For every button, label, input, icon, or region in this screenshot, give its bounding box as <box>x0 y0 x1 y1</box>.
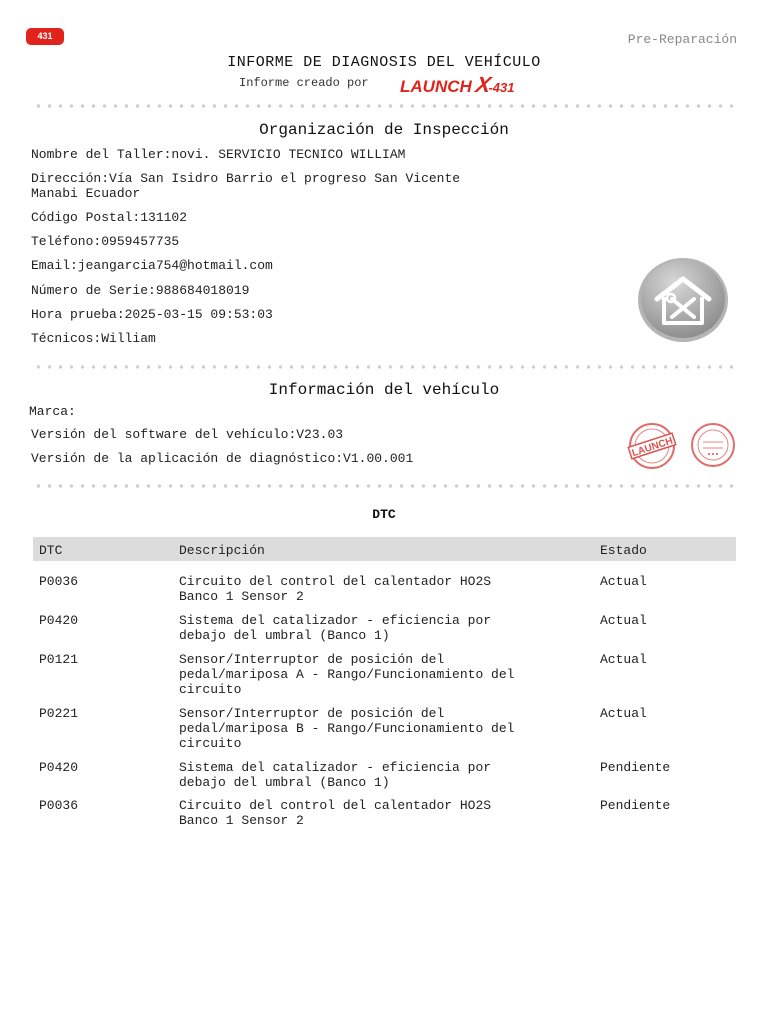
column-header-status: Estado <box>600 543 647 558</box>
column-header-dtc: DTC <box>39 543 63 558</box>
column-header-description: Descripción <box>179 543 265 558</box>
launch-logo-text: LAUNCH <box>400 77 472 96</box>
dtc-status: Pendiente <box>600 760 671 775</box>
diagnostic-app-version: Versión de la aplicación de diagnóstico:V1.00.001 <box>31 451 414 466</box>
workshop-tools-icon <box>637 257 729 343</box>
shop-name: Nombre del Taller:novi. SERVICIO TECNICO WILLIAM <box>31 147 406 162</box>
dtc-table-header <box>33 537 736 561</box>
dtc-status: Actual <box>600 652 647 667</box>
organization-section-title: Organización de Inspección <box>259 121 509 139</box>
address-line-2: Manabi Ecuador <box>31 186 141 201</box>
dtc-description: Banco 1 Sensor 2 <box>179 589 304 604</box>
dtc-description: Circuito del control del calentador HO2S <box>179 574 492 589</box>
dtc-code: P0036 <box>39 574 79 589</box>
serial-number: Número de Serie:988684018019 <box>31 283 250 298</box>
dtc-description: debajo del umbral (Banco 1) <box>179 775 390 790</box>
email: Email:jeangarcia754@hotmail.com <box>31 258 273 273</box>
dtc-description: circuito <box>179 682 242 697</box>
postal-code: Código Postal:131102 <box>31 210 188 225</box>
dtc-status: Actual <box>600 613 647 628</box>
dtc-status: Pendiente <box>600 798 671 813</box>
dtc-description: Sensor/Interruptor de posición del <box>179 652 445 667</box>
dtc-description: Circuito del control del calentador HO2S <box>179 798 492 813</box>
dotted-divider <box>33 104 737 108</box>
dtc-description: pedal/mariposa A - Rango/Funcionamiento del <box>179 667 515 682</box>
dtc-description: Sensor/Interruptor de posición del <box>179 706 445 721</box>
launch-logo-x: X <box>473 72 493 97</box>
dtc-description: Sistema del catalizador - eficiencia por <box>179 760 492 775</box>
dtc-description: circuito <box>179 736 242 751</box>
dtc-code: P0420 <box>39 760 79 775</box>
dtc-code: P0420 <box>39 613 79 628</box>
app-badge: 431 <box>26 28 64 45</box>
vehicle-software-version: Versión del software del vehículo:V23.03 <box>31 427 344 442</box>
report-title: INFORME DE DIAGNOSIS DEL VEHÍCULO <box>227 54 541 71</box>
dotted-divider <box>33 365 737 369</box>
dtc-code: P0036 <box>39 798 79 813</box>
vehicle-brand: Marca: <box>29 404 76 419</box>
dtc-description: Sistema del catalizador - eficiencia por <box>179 613 492 628</box>
dtc-code: P0121 <box>39 652 79 667</box>
dtc-section-title: DTC <box>372 507 396 522</box>
test-time: Hora prueba:2025-03-15 09:53:03 <box>31 307 273 322</box>
address-line-1: Dirección:Vía San Isidro Barrio el progreso San Vicente <box>31 171 461 186</box>
phone: Teléfono:0959457735 <box>31 234 180 249</box>
created-by-label: Informe creado por <box>239 76 369 90</box>
dtc-status: Actual <box>600 574 647 589</box>
report-stage-label: Pre-Reparación <box>627 32 737 47</box>
vehicle-section-title: Información del vehículo <box>268 381 500 399</box>
authorized-agency-seal <box>689 422 737 468</box>
dtc-description: pedal/mariposa B - Rango/Funcionamiento del <box>179 721 515 736</box>
dtc-code: P0221 <box>39 706 79 721</box>
launch-seal-text: LAUNCH <box>630 435 675 460</box>
technicians: Técnicos:William <box>31 331 156 346</box>
launch-seal-stamp <box>626 422 678 470</box>
dtc-description: Banco 1 Sensor 2 <box>179 813 304 828</box>
dotted-divider <box>33 484 737 488</box>
dtc-status: Actual <box>600 706 647 721</box>
dtc-description: debajo del umbral (Banco 1) <box>179 628 390 643</box>
launch-logo-model: -431 <box>488 80 515 95</box>
launch-logo <box>400 72 515 98</box>
